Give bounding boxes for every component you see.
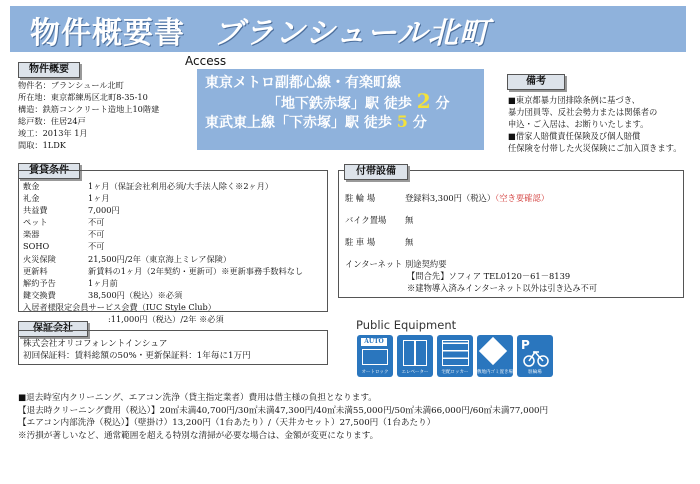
overview-line: 物件名：ブランシュール北町: [18, 80, 124, 90]
terms-tag: 賃貸条件: [18, 163, 80, 179]
doc-type-label: 物件概要書: [30, 16, 185, 51]
terms-row: [23, 265, 303, 277]
access-box: [197, 69, 484, 150]
bicycle-parking-row: 駐 輪 場 登録料3,300円（税込）（空き要確認）: [345, 193, 550, 203]
footer-line: 【エアコン内部洗浄（税込）】（壁掛け）13,200円（1台あたり）/（天井カセット）27,500円（1台あたり）: [18, 418, 436, 429]
terms-value: :11,000円（税込）/2年 ※必須: [108, 314, 224, 325]
notes-line: ■東京都暴力団排除条例に基づき、: [508, 95, 640, 105]
access-label: Access: [185, 54, 227, 68]
overview-tag: 物件概要: [18, 62, 80, 78]
terms-key: 入居者様限定会員サービス会費（IUC Style Club）: [23, 301, 216, 312]
overview-line: 間取：1LDK: [18, 140, 66, 151]
terms-row: [23, 216, 303, 228]
garbage-station-icon: 敷地内ゴミ置き場: [477, 335, 513, 377]
elevator-icon: エレベーター: [397, 335, 433, 377]
terms-row: [23, 228, 303, 240]
public-equipment-label: Public Equipment: [356, 318, 457, 332]
guarantor-fee: 初回保証料：賃料総額の50%・更新保証料：1年毎に1万円: [23, 351, 251, 362]
terms-value: 新賃料の1ヶ月（2年契約・更新可）※更新事務手数料なし: [88, 265, 304, 276]
footer-line: ■退去時室内クリーニング、エアコン洗浄（貸主指定業者）費用は借主様の負担となります。: [18, 393, 377, 403]
access-line-3: 東武東上線「下赤塚」駅 徒歩 5 分: [205, 112, 427, 131]
auto-lock-icon: AUTO オートロック: [357, 335, 393, 377]
terms-value: 7,000円: [88, 205, 120, 216]
terms-value: 不可: [88, 229, 105, 240]
terms-value: 38,500円（税込）※必須: [88, 289, 183, 300]
notes-line: 暴力団員等、反社会勢力または関係者の: [508, 107, 658, 117]
access-line-1: 東京メトロ副都心線・有楽町線: [205, 75, 401, 91]
overview-line: 総戸数：住居24戸: [18, 116, 86, 127]
access-line-2: 「地下鉄赤塚」駅 徒歩 2 分: [267, 89, 450, 113]
notes-tag: 備考: [507, 74, 565, 90]
terms-key: SOHO: [23, 241, 50, 252]
internet-row: インターネット 別途契約要: [345, 259, 447, 269]
footer-line: ※汚損が著しいなど、通常範囲を超える特別な清掃が必要な場合は、金額が変更になります。: [18, 430, 379, 441]
car-parking-row: 駐 車 場 無: [345, 237, 414, 247]
footer-line: 【退去時クリーニング費用（税込）】20㎡未満40,700円/30㎡未満47,300円/40㎡未満55,000円/50㎡未満66,000円/60㎡未満77,000円: [18, 405, 549, 416]
bicycle-parking-icon: P 駐輪場: [517, 335, 553, 377]
guarantor-section: [23, 338, 251, 362]
facilities-section: [345, 192, 597, 294]
terms-row: [23, 192, 303, 204]
terms-row: [23, 289, 303, 301]
terms-key: 共益費: [23, 205, 48, 216]
motorbike-row: バイク置場 無: [345, 215, 414, 225]
property-name: ブランシュール北町: [213, 16, 491, 51]
terms-key: 更新料: [23, 265, 48, 276]
terms-row: [23, 301, 303, 313]
internet-contact: 【問合先】ソフィア TEL0120－61－8139: [407, 271, 571, 281]
terms-row: [23, 253, 303, 265]
internet-note: ※建物導入済みインターネット以外は引き込み不可: [407, 283, 598, 293]
overview-section: [18, 79, 159, 152]
terms-key: 鍵交換費: [23, 289, 56, 300]
terms-key: 礼金: [23, 193, 40, 204]
terms-value: 1ヶ月（保証会社利用必須/大手法人除く※2ヶ月）: [88, 181, 274, 191]
terms-key: 楽器: [23, 229, 40, 240]
terms-row: [23, 204, 303, 216]
terms-value: 不可: [88, 217, 105, 228]
terms-value: 1ヶ月前: [88, 277, 118, 288]
overview-line: 竣工：2013年 1月: [18, 128, 88, 139]
terms-row: [23, 240, 303, 252]
page-title: [30, 8, 490, 52]
terms-key: 火災保険: [23, 253, 56, 264]
delivery-locker-icon: 宅配ロッカー: [437, 335, 473, 377]
footer-notes: [18, 392, 548, 442]
notes-line: 任保険を付帯した火災保険にご加入頂きます。: [508, 143, 682, 153]
overview-line: 所在地：東京都練馬区北町8-35-10: [18, 92, 148, 103]
terms-row: [23, 180, 303, 192]
walk-minutes-1: 2: [416, 89, 431, 113]
terms-value: 不可: [88, 241, 105, 252]
notes-section: [508, 94, 682, 154]
terms-key: 敷金: [23, 181, 40, 191]
guarantor-company: 株式会社オリコフォレントインシュア: [23, 339, 168, 349]
terms-key: 解約予告: [23, 277, 56, 288]
walk-minutes-2: 5: [396, 112, 408, 131]
terms-key: ペット: [23, 217, 48, 228]
terms-row: [23, 277, 303, 289]
notes-line: ■借家人賠償責任保険及び個人賠償: [508, 131, 641, 141]
terms-value: 21,500円/2年（東京海上ミレア保険）: [88, 253, 232, 264]
terms-value: 1ヶ月: [88, 193, 110, 204]
facilities-tag: 付帯設備: [344, 164, 408, 180]
overview-line: 構造：鉄筋コンクリート造地上10階建: [18, 104, 160, 115]
notes-line: 申込・ご入居は、お断りいたします。: [508, 119, 649, 129]
guarantor-tag: 保証会社: [18, 321, 88, 337]
terms-section: [23, 180, 303, 325]
